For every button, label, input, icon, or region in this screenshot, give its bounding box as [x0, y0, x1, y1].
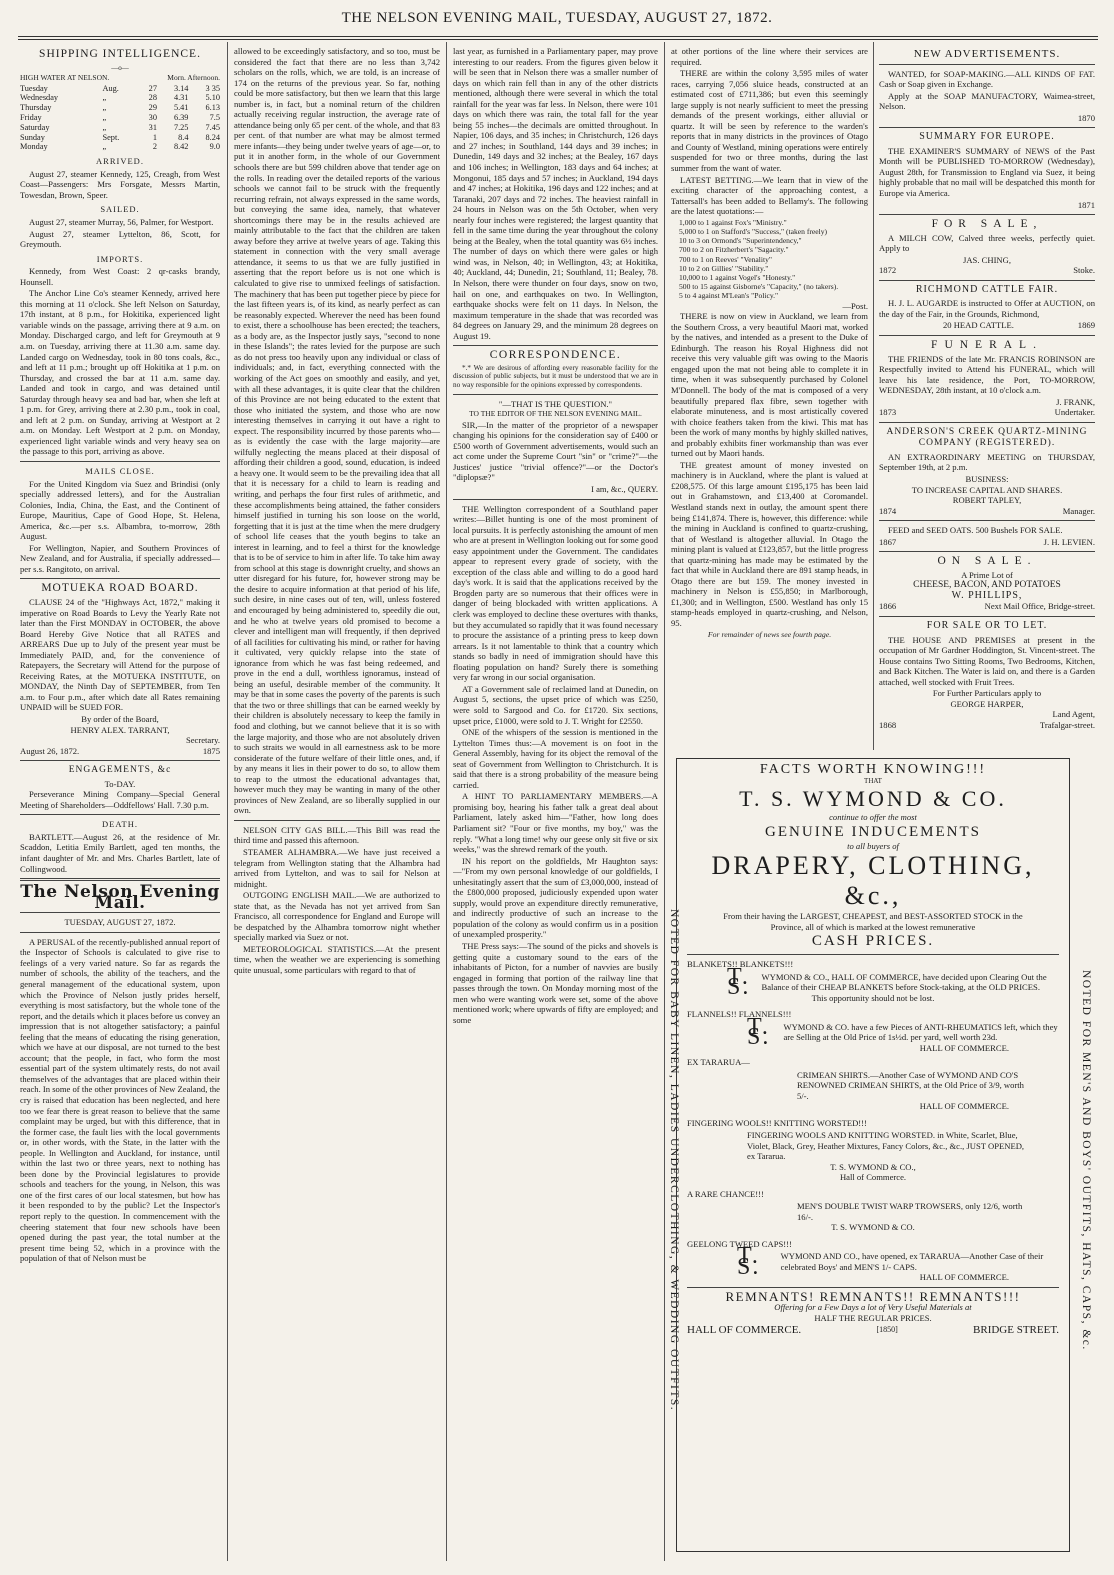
wools-hall: Hall of Commerce. [839, 1172, 907, 1182]
cow-place: Stoke. [1073, 265, 1095, 276]
buyers-text: to all buyers of [847, 840, 899, 851]
gas-bill-item: NELSON CITY GAS BILL.—This Bill was read the third time and passed this afternoon. [234, 824, 440, 846]
tide-header-right: Morn. Afternoon. [167, 73, 220, 83]
tide-cell: Sunday [20, 132, 45, 142]
tide-cell: 8.42 [173, 142, 189, 152]
tide-cell: 30 [148, 113, 157, 123]
ts-monogram: T. S. [747, 1013, 771, 1050]
tide-row [20, 93, 220, 103]
odds-line: 10,000 to 1 against Vogel's "Honesty." [679, 272, 796, 282]
letter-body: SIR,—In the matter of the proprietor of a newspaper changing his opinions for the consideration say of £400 or £500 worth of Government advertisements, would such an act come under the Supreme Court "sin" or "crime?"—the Justices' justice "trivial offence?"—or the Doctor's "diplopsæ?" [453, 419, 658, 483]
column-divider [227, 42, 228, 1561]
let-address: Trafalgar-street. [1039, 719, 1095, 730]
wools-text: FINGERING WOOLS AND KNITTING WORSTED. in White, Scarlet, Blue, Violet, Black, Grey, Heather Mixtures, Fancy Colors, &c., &c., JUST OPENED, ex Tararua. [747, 1130, 1025, 1161]
masthead: THE NELSON EVENING MAIL, TUESDAY, AUGUST 27, 1872. [341, 10, 773, 26]
english-mail-item: OUTGOING ENGLISH MAIL.—We are authorized to state that, as the Nevada has not yet arrived from San Francisco, all correspondence for England and Europe will be despatched by the Alhambra tomorrow night whether specially marked via Suez or not. [234, 890, 440, 943]
column-3 [453, 46, 658, 1566]
odds-list [671, 218, 868, 301]
remnants-text: Offering for a Few Days a lot of Very Useful Materials at [774, 1302, 972, 1312]
tide-cell: 3.14 [173, 83, 189, 93]
alhambra-item: STEAMER ALHAMBRA.—We have just received a telegram from Wellington stating that the Alhambra had arrived from Lyttelton, and was to sail for Nelson at midnight. [234, 847, 440, 889]
post-credit: —Post. [842, 300, 868, 311]
tide-header-left: HIGH WATER AT NELSON. [20, 73, 110, 83]
odds-line: 5,000 to 1 on Stafford's "Success," (taken freely) [679, 226, 828, 236]
tide-cell: Wednesday [20, 93, 59, 103]
ad-number: 1868 [879, 719, 897, 730]
imports-text: Kennedy, from West Coast: 2 qr-casks brandy, Hounsell. [20, 266, 220, 287]
whispers-item: ONE of the whispers of the session is mentioned in the Lyttelton Times thus:—A movement is on foot in the General Assembly, having for its object the removal of the seat of Government from Wellington to Christchurch. It is said that there is a strong probability of the measure being carried. [453, 727, 658, 790]
let-ad: THE HOUSE AND PREMISES at present in the occupation of Mr Gardner Hoddington, St. Vincent-street. The House contains Two Sitting Rooms, Two Bedrooms, Kitchen, and Back Kitchen. The Water is laid on, and there is a Garden attached, well stocked with Fruit Trees. [879, 634, 1095, 687]
summary-heading: SUMMARY FOR EUROPE. [919, 131, 1055, 143]
hall-of-commerce: HALL OF COMMERCE. [919, 1272, 1009, 1282]
tide-cell: 31 [148, 122, 157, 132]
motueka-role: Secretary. [185, 735, 220, 746]
funeral-signature: J. FRANK, [1056, 396, 1095, 407]
onsale-goods: CHEESE, BACON, AND POTATOES [913, 580, 1061, 591]
side-banner-right: NOTED FOR MEN'S AND BOYS' OUTFITS, HATS, CAPS, &c. [1080, 969, 1092, 1351]
tide-cell: Friday [20, 113, 42, 123]
paper-date: TUESDAY, AUGUST 27, 1872. [64, 917, 176, 928]
death-heading: DEATH. [102, 819, 138, 830]
masthead-rule [18, 36, 1098, 37]
anderson-role: Manager. [1062, 505, 1095, 516]
funeral-ad: THE FRIENDS of the late Mr. FRANCIS ROBINSON are Respectfully invited to Attend his FUNERAL, which will leave his late residence, the Port, TO-MORROW, WEDNESDAY, 28th instant, at 10 o'clock a.m. [879, 353, 1095, 396]
mens-signature: T. S. WYMOND & CO. [831, 1222, 915, 1232]
motueka-heading: MOTUEKA ROAD BOARD. [41, 582, 199, 595]
ad-number: 1873 [879, 407, 897, 418]
ornament: —o— [111, 63, 129, 72]
goldfields-item: IN his report on the goldfields, Mr Haughton says:—"From my own personal knowledge of our goldfields, I unhesitatingly assert that the sum of £3,000,000, instead of the £800,000 proposed, judiciously expended upon water supply, would prove an expenditure directly remunerative, and indirectly productive of such an increase to the population of the colony as would confirm us in a position of unexampled prosperity." [453, 855, 658, 940]
tararua-label: EX TARARUA— [687, 1057, 750, 1067]
from-text: From their having the LARGEST, CHEAPEST, and BEST-ASSORTED STOCK in the Province, all of which is marked at the lowest remunerative [723, 911, 1023, 932]
ad-number: 1872 [879, 265, 897, 276]
wools-heading: FINGERING WOOLS!! KNITTING WORSTED!!! [687, 1117, 867, 1128]
correspondence-heading: CORRESPONDENCE. [489, 349, 622, 362]
column-divider [446, 42, 447, 1561]
richmond-cattle: 20 HEAD CATTLE. [942, 320, 1014, 331]
onsale-prime: A Prime Lot of [961, 569, 1013, 580]
anderson-heading: ANDERSON'S CREEK QUARTZ-MINING COMPANY (REGISTERED). [886, 426, 1088, 448]
blankets-text: WYMOND & CO., HALL OF COMMERCE, have decided upon Clearing Out the Balance of their CHEAP BLANKETS before Stock-taking, at the OLD PRICES. [761, 971, 1047, 992]
business-label: BUSINESS: [965, 473, 1009, 484]
tide-row [20, 113, 220, 123]
tide-cell: 7.25 [173, 122, 189, 132]
odds-line: 500 to 15 against Gisborne's "Capacity," (no takers). [679, 282, 839, 292]
cash-prices: CASH PRICES. [811, 933, 935, 949]
tide-cell: Saturday [20, 122, 50, 132]
funeral-role: Undertaker. [1054, 407, 1095, 418]
hint-item: A HINT TO PARLIAMENTARY MEMBERS.—A promising boy, hearing his father talk a great deal about Parliament, lately asked him—"Father, how long does Parliament sit? "Four or five months, my boy," was the reply. "What a long time! why our geese only sit five or six weeks," was the shrewd remark of the youth. [453, 791, 658, 855]
summary-ad: THE EXAMINER'S SUMMARY of NEWS of the Past Month will be PUBLISHED TO-MORROW (Wednesday), August 28th, for Transmission to England via Suez, it being highly probable that no mail will be despatched this month for Europe via America. [879, 145, 1095, 199]
column-2 [234, 46, 440, 1566]
facts-heading: FACTS WORTH KNOWING!!! [759, 762, 987, 777]
tide-cell: „ [102, 103, 107, 113]
tide-cell: 8.24 [205, 132, 220, 142]
ad-number: [1850] [876, 1325, 898, 1334]
anderson-ad: AN EXTRAORDINARY MEETING on THURSDAY, September 19th, at 2 p.m. [879, 451, 1095, 473]
tide-cell: Tuesday [20, 83, 48, 93]
correspondence-note: *.* We are desirous of affording every reasonable facility for the discussion of public subjects, but it must be understood that we are in no way responsible for the opinions expressed by correspondents. [453, 363, 658, 390]
sailed-text: August 27, steamer Lyttelton, 86, Scott, for Greymouth. [20, 228, 220, 250]
tide-row [20, 133, 220, 143]
govsale-item: AT a Government sale of reclaimed land at Dunedin, on August 5, sections, the upset price of which was £250, were sold to Sargood and Co. for £1720. Six sections, upset price, £1000, were sold to J. T. Wright for £2550. [453, 683, 658, 726]
arrived-heading: ARRIVED. [96, 156, 144, 167]
feed-seller: J. H. LEVIEN. [1043, 536, 1095, 547]
hall-of-commerce: HALL OF COMMERCE. [919, 1042, 1009, 1053]
ad-number: 1874 [879, 505, 897, 516]
tide-cell: Sept. [102, 132, 120, 142]
business-text: TO INCREASE CAPITAL AND SHARES. [911, 484, 1063, 495]
tide-cell: 27 [148, 83, 157, 93]
tide-cell: 29 [148, 103, 157, 113]
leader-article: A PERUSAL of the recently-published annual report of the Inspector of Schools is calculated to give rise to feelings of a very varied nature. So far as regards the number of schools, the ability of the teachers, and the general management of the educational system, upon which the Province of Nelson justly prides herself, everything is most satisfactory, but the whole tone of the report, and the details which it places before us convey an impression that is not altogether satisfactory; a painful feeling that the means of educating the rising generation, which we have at our disposal, are not turned to the best account; that the people, in fact, who form the most essential part of the system ultimately rests, do not avail themselves of the advantages that are placed within their reach. In some of the other provinces of New Zealand, the cry is raised that education has been neglected, and here too we fear there is great reason to believe that the same complaint may be urged, but with this difference, that in the former case, the fault lies with the local governments or, in other words, with the State, in the latter with the people. In Wellington and Auckland, for instance, until within the last two or three years, next to nothing has been done by the Provincial legislatures to provide schools and teachers for the young, in Nelson, this was one of the first cares of our local statesmen, but how has it been responded to by the public? Let the Inspector's report reply to the question. In commencement with the cheering statement that four new schools have been opened during the past year, the total number at the present time being 52, which in a province with the population of that of Nelson must be [20, 936, 220, 1264]
motueka-signature: HENRY ALEX. TARRANT, [70, 724, 170, 735]
sailed-heading: SAILED. [100, 204, 140, 215]
genuine-heading: GENUINE INDUCEMENTS [765, 823, 981, 840]
rare-chance-heading: A RARE CHANCE!!! [687, 1188, 764, 1199]
let-heading: FOR SALE OR TO LET. [926, 619, 1048, 631]
geelong-heading: GEELONG TWEED CAPS!!! [687, 1238, 792, 1249]
tide-cell: 6.39 [173, 113, 189, 123]
engagements-heading: ENGAGEMENTS, &c [68, 765, 172, 776]
tide-cell: „ [102, 122, 107, 132]
richmond-heading: RICHMOND CATTLE FAIR. [915, 283, 1059, 295]
tide-cell: 1 [152, 132, 157, 142]
feed-ad: FEED and SEED OATS. 500 Bushels FOR SALE. [888, 525, 1063, 536]
letter-signature: I am, &c., QUERY. [591, 484, 658, 495]
onsale-seller: W. PHILLIPS, [951, 589, 1023, 601]
picton-continued: at other portions of the line where their services are required. [671, 46, 868, 67]
anderson-signature: ROBERT TAPLEY, [952, 495, 1022, 506]
tide-header [20, 73, 220, 84]
let-agent: GEORGE HARPER, [950, 698, 1024, 709]
column-5 [879, 46, 1095, 746]
anchor-line-text: The Anchor Line Co's steamer Kennedy, arrived here this morning at 11 o'clock. She left Nelson on Saturday, 17th instant, at 8 p.m., for Hokitika, experienced light variable winds on the passage, arriving there at 9 a.m. on Monday. Discharged cargo, and left for Greymouth at 9 a.m. on Tuesday, arriving there at 11.30 a.m. same day. Landed cargo on Wednesday, took in 80 tons coals, &c., and left at 11 p.m.; brought up off Hokitika at 1 p.m. on Thursday, and crossed the bar at 11 a.m. same day. Landed and took in cargo, and was detained until Saturday through heavy sea and bad bar, when she left at 1 p.m. for Grey, arriving there at 2.30 p.m., took in coal, and left at 2 p.m. on Sunday, arriving at Westport at 2 a.m. on Monday. Left Westport at 2 p.m. on Monday, experienced light variable winds and very heavy sea on the passage to this port, arriving as above. [20, 288, 220, 457]
tide-cell: 28 [148, 93, 157, 103]
funeral-heading: FUNERAL. [931, 339, 1043, 352]
paper-title: The Nelson Evening Mail. [20, 882, 220, 913]
death-text: BARTLETT.—August 26, at the residence of Mr. Scaddon, Letitia Emily Bartlett, aged ten months, the infant daughter of Mr. and Mrs. Charles Bartlett, late of Collingwood. [20, 831, 220, 874]
let-role: Land Agent, [1052, 709, 1095, 720]
tide-row [20, 103, 220, 113]
water-races-item: THERE are within the colony 3,595 miles of water races, carrying 7,056 sluice heads, constructed at an estimated cost of £711,386; but even this seemingly large supply is not nearly sufficient to meet the pressing demands of the present workings, either alluvial or quartz. It will be seen by reference to the warden's reports that in many districts in the provinces of Otago and County of Westland, mining operations were entirely suspended for two or three months, during the last summer from the want of water. [671, 68, 868, 174]
motueka-by: By order of the Board, [81, 714, 159, 725]
column-1 [20, 46, 220, 1566]
betting-item: LATEST BETTING.—We learn that in view of the exciting character of the approaching contest, a Tattersall's has been added to Bellamy's. The following are the latest quotations:— [671, 174, 868, 217]
ad-number: 1869 [1077, 320, 1095, 331]
flannels-text: WYMOND & CO. have a few Pieces of ANTI-RHEUMATICS left, which they are Selling at the Old Price of 1s½d. per yard, well worth 23d. [783, 1021, 1058, 1042]
onsale-address: Next Mail Office, Bridge-street. [984, 601, 1095, 612]
letter-heading: "—THAT IS THE QUESTION." [498, 398, 613, 409]
column-divider [873, 42, 874, 750]
tide-row [20, 123, 220, 133]
tide-cell: Monday [20, 142, 48, 152]
odds-line: 700 to 1 on Reeves' "Venality" [679, 254, 772, 264]
tide-cell: 4.31 [173, 93, 189, 103]
onsale-heading: ON SALE. [937, 555, 1037, 568]
forsale-heading: FOR SALE, [931, 218, 1043, 231]
letter-to: TO THE EDITOR OF THE NELSON EVENING MAIL. [469, 409, 642, 419]
odds-line: 10 to 3 on Ormond's "Superintendency," [679, 236, 802, 246]
tide-cell: 5.41 [173, 103, 189, 113]
tide-cell: 5.10 [205, 93, 220, 103]
tide-cell: 7.5 [209, 113, 220, 123]
arrived-text: August 27, steamer Kennedy, 125, Creagh, from West Coast—Passengers: Mrs Forsgate, Messrs Martin, Towesdan, Brown, Speer. [20, 168, 220, 200]
odds-line: 1,000 to 1 against Fox's "Ministry." [679, 217, 787, 227]
footer-hall: HALL OF COMMERCE. [687, 1324, 802, 1336]
richmond-ad: H. J. L. AUGARDE is instructed to Offer at AUCTION, on the day of the Fair, in the Grounds, Richmond, [879, 298, 1095, 319]
tide-row [20, 142, 220, 152]
rainfall-text: last year, as furnished in a Parliamentary paper, may prove interesting to our readers. From the figures given below it will be seen that in Nelson there was a smaller number of days on which rain fell than in any of the other districts mentioned, although there were several in which the total rainfall for the year was far less. In Nelson, there were 101 days on which there was rain, the total fall for the year being 55 inches—the decimals are omitted throughout. In Napier, 106 days, and 35 inches; in Christchurch, 126 days and 27 inches; in Southland, 144 days and 39 inches; in Dunedin, 149 days and 32 inches; at the Bealey, 167 days and 106 inches; in Wellington, 183 days and 64 inches; at Mongonui, 185 days and 57 inches; in Auckland, 194 days and 47 inches; at Hokitika, 196 days and 122 inches; and at Taranaki, 207 days and 72 inches. The heaviest rainfall in 24 hours in Nelson was on the 5th October, when very nearly four inches were registered; the largest quantity that fell in the same time during the year throughout the colony being at the Bealey, when the total quantity was 6½ inches. The number of days on which there were gales or high wind was, in Nelson, 40; in Wellington, 43; at Hokitika, 40; Auckland, 44; Dunedin, 21; Southland, 11; Bealey, 78. In Nelson, there were thunder on four days, snow on two, hail on one, and earthquakes on two. In Wellington, earthquake shocks were felt on 11 days. In Nelson, the maximum temperature in the shade that was recorded was 84 degrees on January 29, and the minimum 28 degrees on August 19. [453, 46, 658, 341]
leader-continued: allowed to be exceedingly satisfactory, and so too, must be considered the fact that there are no less than 3,742 scholars on the rolls, which, we are told, is an increase of 174 on the returns of the previous year. So far, nothing could be more satisfactory, but then we learn that this large number is, in fact, but a nominal return of the children actually receiving regular instruction, the average rate of attendance being only 65 per cent. of the whole, and that 83 per cent. of that number are what may be almost termed mere infants—they being under twelve years of age—or, to put it in another form, in the whole of our Government schools there are but 599 children above that tender age on the rolls. In reading over the detailed reports of the various schools we cannot fail to be struck with the frequently recurring refrain, not always expressed in the same words, but conveying the same idea, namely, that whatever shortcomings there may be in the results achieved are mainly attributable to the fact that the children are taken away before they arrive at twelve years of age. Taking this statement in connection with the very small average attendance, it seems to us that we are fully justified in asserting that the report before us is not one which is calculated to give rise to unmixed feelings of satisfaction. The machinery that has been put together piece by piece for the last fifteen years is, of its kind, as nearly perfect as can be reasonably expected. Wherever the need has been found to exist, there a schoolhouse has been erected; the teachers, as a body are, as the Inspector justly says, "second to none in these Islands"; the rates levied for the purpose are such as do not press too heavily upon any individual or class of individuals; and, in fact, everything connected with the working of the Act goes on smoothly and easily, and yet, with all these advantages, it is quite clear that the children of this Province are not being educated to the extent that those who initiated the system, and those who are now interesting themselves in carrying it out have a right to expect. The responsibility incurred by those parents who—as is evidently the case with the large majority—are wilfully neglecting the means placed at their disposal of affording their children a good, sound, education, is indeed a heavy one. It would seem to be the prevailing idea that all that it is necessary for a child to learn is reading and writing, and perhaps the four first rules of arithmetic, and these accomplishments being attained, the father considers himself justified in turning his son loose on the world, forgetting that it is just at the time when the mere drudgery of school life ceases that the youth begins to take an interest in learning, and to feel a thirst for the knowledge that is to be of service to him in after life. To take him away from school at this stage is downright cruelty, and shows an utter disregard for his future, for, however strong may be the desire to acquire information at that period of his life, such desire, in nine cases out of ten, will, unless fostered and encouraged by being administered to, speedily die out, and he who at twelve years old promised to become a clever and intelligent man will frequently, if then deprived of all facilities for cultivating his mind, or rather for having it cultivated, very quickly relapse into the state of ignorance from which he was fast being redeemed, and prove in the end a dull, worthless ignoramus, instead of being an useful, desirable member of the community. It may be that in some cases the poverty of the parents is such that the two or three shillings that can be earned weekly by their children is absolutely necessary to keep the family in food and clothing, but we cannot believe that it is so with the large majority, and those who are not absolutely driven to such straits we would in all earnestness ask to be more considerate of the future welfare of their little ones, and, if by any means it lies in their power to do so, to allow them to reap to the utmost the educational advantages that, however much they may be wanting in many of the other provinces of New Zealand, are so liberally supplied in our own. [234, 46, 440, 816]
tide-cell: 6.13 [205, 103, 220, 113]
half-prices: HALF THE REGULAR PRICES. [814, 1312, 932, 1323]
cow-seller: JAS. CHING, [963, 254, 1011, 265]
tide-cell: Thursday [20, 103, 52, 113]
drapery-heading: DRAPERY, CLOTHING, &c., [711, 851, 1035, 910]
tide-table [20, 84, 220, 153]
tide-cell: „ [102, 113, 107, 123]
odds-line: 10 to 2 on Gillies' "Stability." [679, 263, 769, 273]
mails-text: For Wellington, Napier, and Southern Provinces of New Zealand, and for Australia, if specially addressed—per s.s. Rangitoto, on arrival. [20, 542, 220, 574]
blankets-note: This opportunity should not be lost. [811, 992, 935, 1003]
odds-line: 5 to 4 against M'Lean's "Policy." [679, 291, 779, 301]
tide-cell: 7.45 [205, 122, 220, 132]
firm-name: T. S. WYMOND & CO. [739, 786, 1007, 811]
tide-cell: Aug. [102, 83, 119, 93]
ts-monogram: T. S. [737, 1243, 761, 1280]
remainder-note: For remainder of news see fourth page. [707, 629, 832, 639]
blankets-heading: BLANKETS!! BLANKETS!!! [687, 959, 794, 969]
remnants-heading: REMNANTS! REMNANTS!! REMNANTS!!! [725, 1288, 1021, 1304]
tide-cell: „ [102, 93, 107, 103]
that-label: THAT [864, 776, 882, 785]
soap-ad: WANTED, for SOAP-MAKING.—ALL KINDS OF FAT. Cash or Soap given in Exchange. [879, 68, 1095, 90]
shipping-heading: SHIPPING INTELLIGENCE. [39, 48, 201, 60]
machinery-item: THE greatest amount of money invested on machinery is in Auckland, where the plant is valued at £208,575. Of this large amount £195,175 has been laid out in Grahamstown, and £13,400 at Coromandel. Westland stands next in outlay, the amount spent there being £141,874. There is, however, this difference: while the mining in Auckland is confined to quartz-crushing, that of Westland is altogether alluvial. In Otago the mining plant is valued at £123,857, but the little progress that quartz-mining has made may be estimated by the fact that while in Auckland there are 891 stamp heads, in Otago there are but 159. The money invested in machinery in Nelson is £55,850; in Marlborough, £1,300; and in Wellington, £500. Westland has only 15 stamp-heads employed in quartz-crushing, and Nelson, 95. [671, 459, 868, 628]
motueka-date: August 26, 1872. [20, 745, 80, 756]
let-apply: For Further Particulars apply to [932, 688, 1042, 699]
wellington-item: THE Wellington correspondent of a Southland paper writes:—Billet hunting is one of the most prominent of local pursuits. It is perfectly astonishing the amount of men who are at present in Wellington looking out for some good easy appointment under the Government. The candidates appear to represent every grade of society, with the exception of the class able and willing to do a good hard day's work. It is said that the applications received by the Brogden party are so numerous that their offices were in danger of being blockaded with written applications. A clerk was employed to decline these overtures with thanks, but they accumulated so rapidly that it was found necessary to procure the assistance of a printing press to keep down arrears. Is it not lamentable to think that a country which stands so badly in need of immigration should have this floating population on hand? Surely there is something very far wrong in our social organisation. [453, 503, 658, 683]
press-item: THE Press says:—The sound of the picks and shovels is getting quite a customary sound to the ears of the inhabitants of Picton, for a number of navvies are busily engaged in forming that portion of the railway line that passes through the town. On Monday morning most of the men who were wanting work were set, some of the above mentioned work; where upwards of fifty are employed; and some [453, 940, 658, 1025]
ad-number: 1867 [879, 536, 897, 547]
today-label: To-DAY. [104, 778, 136, 789]
cow-ad: A MILCH COW, Calved three weeks, perfectly quiet. Apply to [879, 232, 1095, 254]
masthead-rule-2 [18, 39, 1098, 40]
tide-cell: 8.4 [178, 132, 189, 142]
ad-number: 1870 [1077, 112, 1095, 123]
hall-of-commerce: HALL OF COMMERCE. [919, 1101, 1009, 1111]
maori-mat-item: THERE is now on view in Auckland, we learn from the Southern Cross, a very beautiful Maori mat, worked by the natives, and intended as a present to the Duke of Edinburgh. The reason his Royal Highness did not receive this very valuable gift was owing to the Maoris engaged upon the mat not being able to complete it in time, when it was subsequently purchased by Colonel M'Donnell. The body of the mat is composed of a very beautifully prepared flax fibre, sewn together with elaborate minuteness, and is most artistically covered with choice feathers taken from the kiwi. This mat has been the work of many months by highly skilled natives, and probably exhibits finer workmanship than was ever turned out by Maori hands. [671, 311, 868, 459]
tide-cell: 3 35 [205, 83, 220, 93]
side-banner-left: NOTED FOR BABY LINEN, LADIES UNDERCLOTHING, & WEDDING OUTFITS. [668, 908, 680, 1412]
column-4 [671, 46, 868, 746]
new-ads-heading: NEW ADVERTISEMENTS. [913, 48, 1061, 60]
imports-heading: IMPORTS. [96, 253, 144, 264]
offer-text: continue to offer the most [829, 812, 917, 822]
ts-monogram: T. S. [727, 963, 751, 1000]
meteorological-item: METEOROLOGICAL STATISTICS.—At the present time, when the weather we are experiencing is something quite unusual, some particulars with regard to that of [234, 943, 440, 976]
odds-line: 700 to 2 on Fitzherbert's "Sagacity." [679, 245, 789, 255]
tide-cell: „ [102, 142, 107, 152]
motueka-notice: CLAUSE 24 of the "Highways Act, 1872," making it imperative on Road Boards to Levy the Yearly Rate not later than the First MONDAY in OCTOBER, the above Board Hereby Give Notice that all RATES and ARREARS Due up to July of the present year must be Immediately PAID, and, for the convenience of Ratepayers, the Secretary will Attend for the purpose of Receiving Rates, at the MOTUEKA INSTITUTE, on MONDAY, the Ninth Day of SEPTEMBER, from Ten a.m. to Four p.m., after which date all Rates remaining UNPAID will be SUED FOR. [20, 597, 220, 713]
tide-row [20, 84, 220, 94]
ad-number: 1866 [879, 601, 897, 612]
sailed-text: August 27, steamer Murray, 56, Palmer, for Westport. [29, 216, 214, 227]
soap-ad-apply: Apply at the SOAP MANUFACTORY, Waimea-street, Nelson. [879, 90, 1095, 112]
mails-heading: MAILS CLOSE. [85, 465, 155, 476]
tide-cell: 2 [152, 142, 157, 152]
wools-signature: T. S. WYMOND & CO., [830, 1161, 916, 1172]
caps-text: WYMOND AND CO., have opened, ex TARARUA—Another Case of their celebrated Boys' and MEN'S 1/- CAPS. [780, 1251, 1044, 1272]
mens-trowsers-text: MEN'S DOUBLE TWIST WARP TROWSERS, only 12/6, worth 16/-. [797, 1201, 1023, 1222]
footer-bridge: BRIDGE STREET. [973, 1324, 1059, 1336]
crimean-text: CRIMEAN SHIRTS.—Another Case of WYMOND AND CO'S RENOWNED CRIMEAN SHIRTS, at the Old Price of 3/9, worth 5/-. [797, 1069, 1024, 1101]
flannels-heading: FLANNELS!! FLANNELS!!! [687, 1009, 792, 1019]
tide-cell: 9.0 [209, 142, 220, 152]
wymond-advertisement [676, 758, 1070, 1552]
engagements-text: Perseverance Mining Company—Special General Meeting of Shareholders—Oddfellows' Hall. 7.30 p.m. [20, 789, 220, 810]
ad-number: 1875 [202, 745, 220, 756]
ad-number: 1871 [1077, 199, 1095, 210]
mails-text: For the United Kingdom via Suez and Brindisi (only specially addressed letters), and for the Australian Colonies, India, China, the East, and the Continent of Europe, Mauritius, Cape of Good Hope, St. Helena, America, &c.—per s.s. Albambra, to-morrow, 28th August. [20, 478, 220, 542]
